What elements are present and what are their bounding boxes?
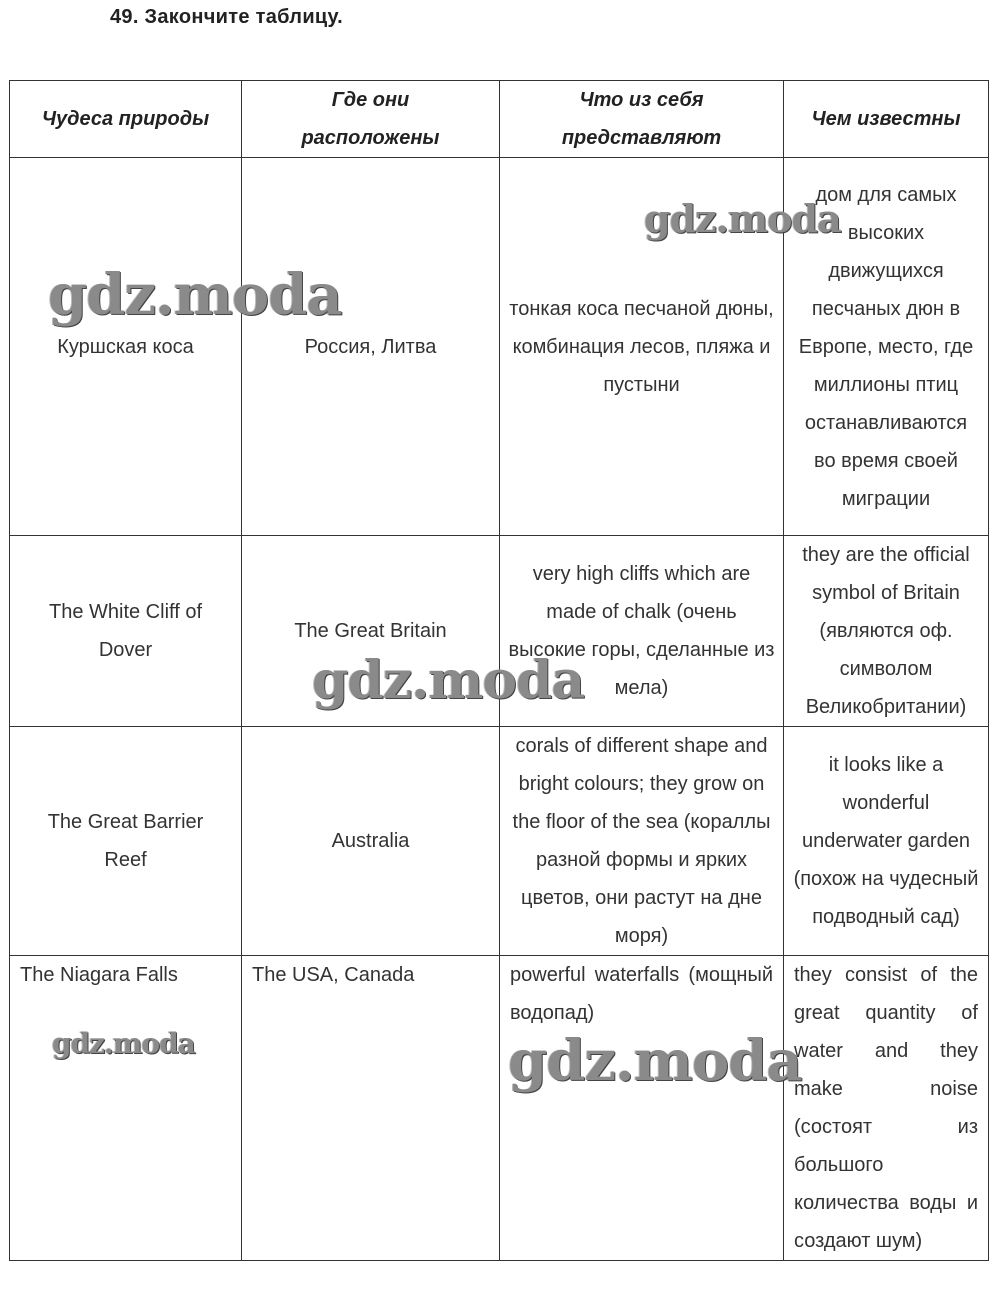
- header-description: Что из себя представляют: [500, 81, 784, 158]
- cell-wonder: Куршская коса: [10, 158, 242, 536]
- table-header-row: [10, 81, 989, 158]
- cell-famous-for: it looks like a wonderful underwater garden (похож на чудесный подводный сад): [784, 727, 989, 956]
- watermark: gdz.moda: [508, 1028, 802, 1094]
- table-row: [10, 536, 989, 727]
- cell-wonder: The Great Barrier Reef: [10, 727, 242, 956]
- cell-description: тонкая коса песчаной дюны, комбинация лесов, пляжа и пустыни: [500, 158, 784, 536]
- cell-description: powerful waterfalls (мощный водопад): [500, 956, 784, 1261]
- header-wonders: Чудеса природы: [10, 81, 242, 158]
- cell-location: Australia: [242, 727, 500, 956]
- cell-famous-for: дом для самых высоких движущихся песчаных дюн в Европе, место, где миллионы птиц останавливаются во время своей миграции: [784, 158, 989, 536]
- header-location: Где они расположены: [242, 81, 500, 158]
- table-row: [10, 158, 989, 536]
- cell-famous-for: they consist of the great quantity of water and they make noise (состоят из большого количества воды и создают шум): [784, 956, 989, 1261]
- cell-location: Россия, Литва: [242, 158, 500, 536]
- cell-wonder: The White Cliff of Dover: [10, 536, 242, 727]
- watermark: gdz.moda: [52, 1027, 195, 1060]
- wonders-table-container: [9, 80, 988, 1252]
- header-famous-for: Чем известны: [784, 81, 989, 158]
- cell-location: The Great Britain: [242, 536, 500, 727]
- cell-description: corals of different shape and bright colours; they grow on the floor of the sea (кораллы разной формы и ярких цветов, они растут на дне моря): [500, 727, 784, 956]
- wonders-table: [9, 80, 989, 1261]
- cell-location: The USA, Canada: [242, 956, 500, 1261]
- cell-wonder: The Niagara Falls: [10, 956, 242, 1261]
- table-row: [10, 956, 989, 1261]
- watermark: gdz.moda: [644, 196, 841, 241]
- cell-description: very high cliffs which are made of chalk (очень высокие горы, сделанные из мела): [500, 536, 784, 727]
- task-title: 49. Закончите таблицу.: [110, 6, 344, 28]
- watermark: gdz.moda: [48, 262, 342, 328]
- cell-famous-for: they are the official symbol of Britain (являются оф. символом Великобритании): [784, 536, 989, 727]
- table-row: [10, 727, 989, 956]
- watermark: gdz.moda: [312, 650, 585, 711]
